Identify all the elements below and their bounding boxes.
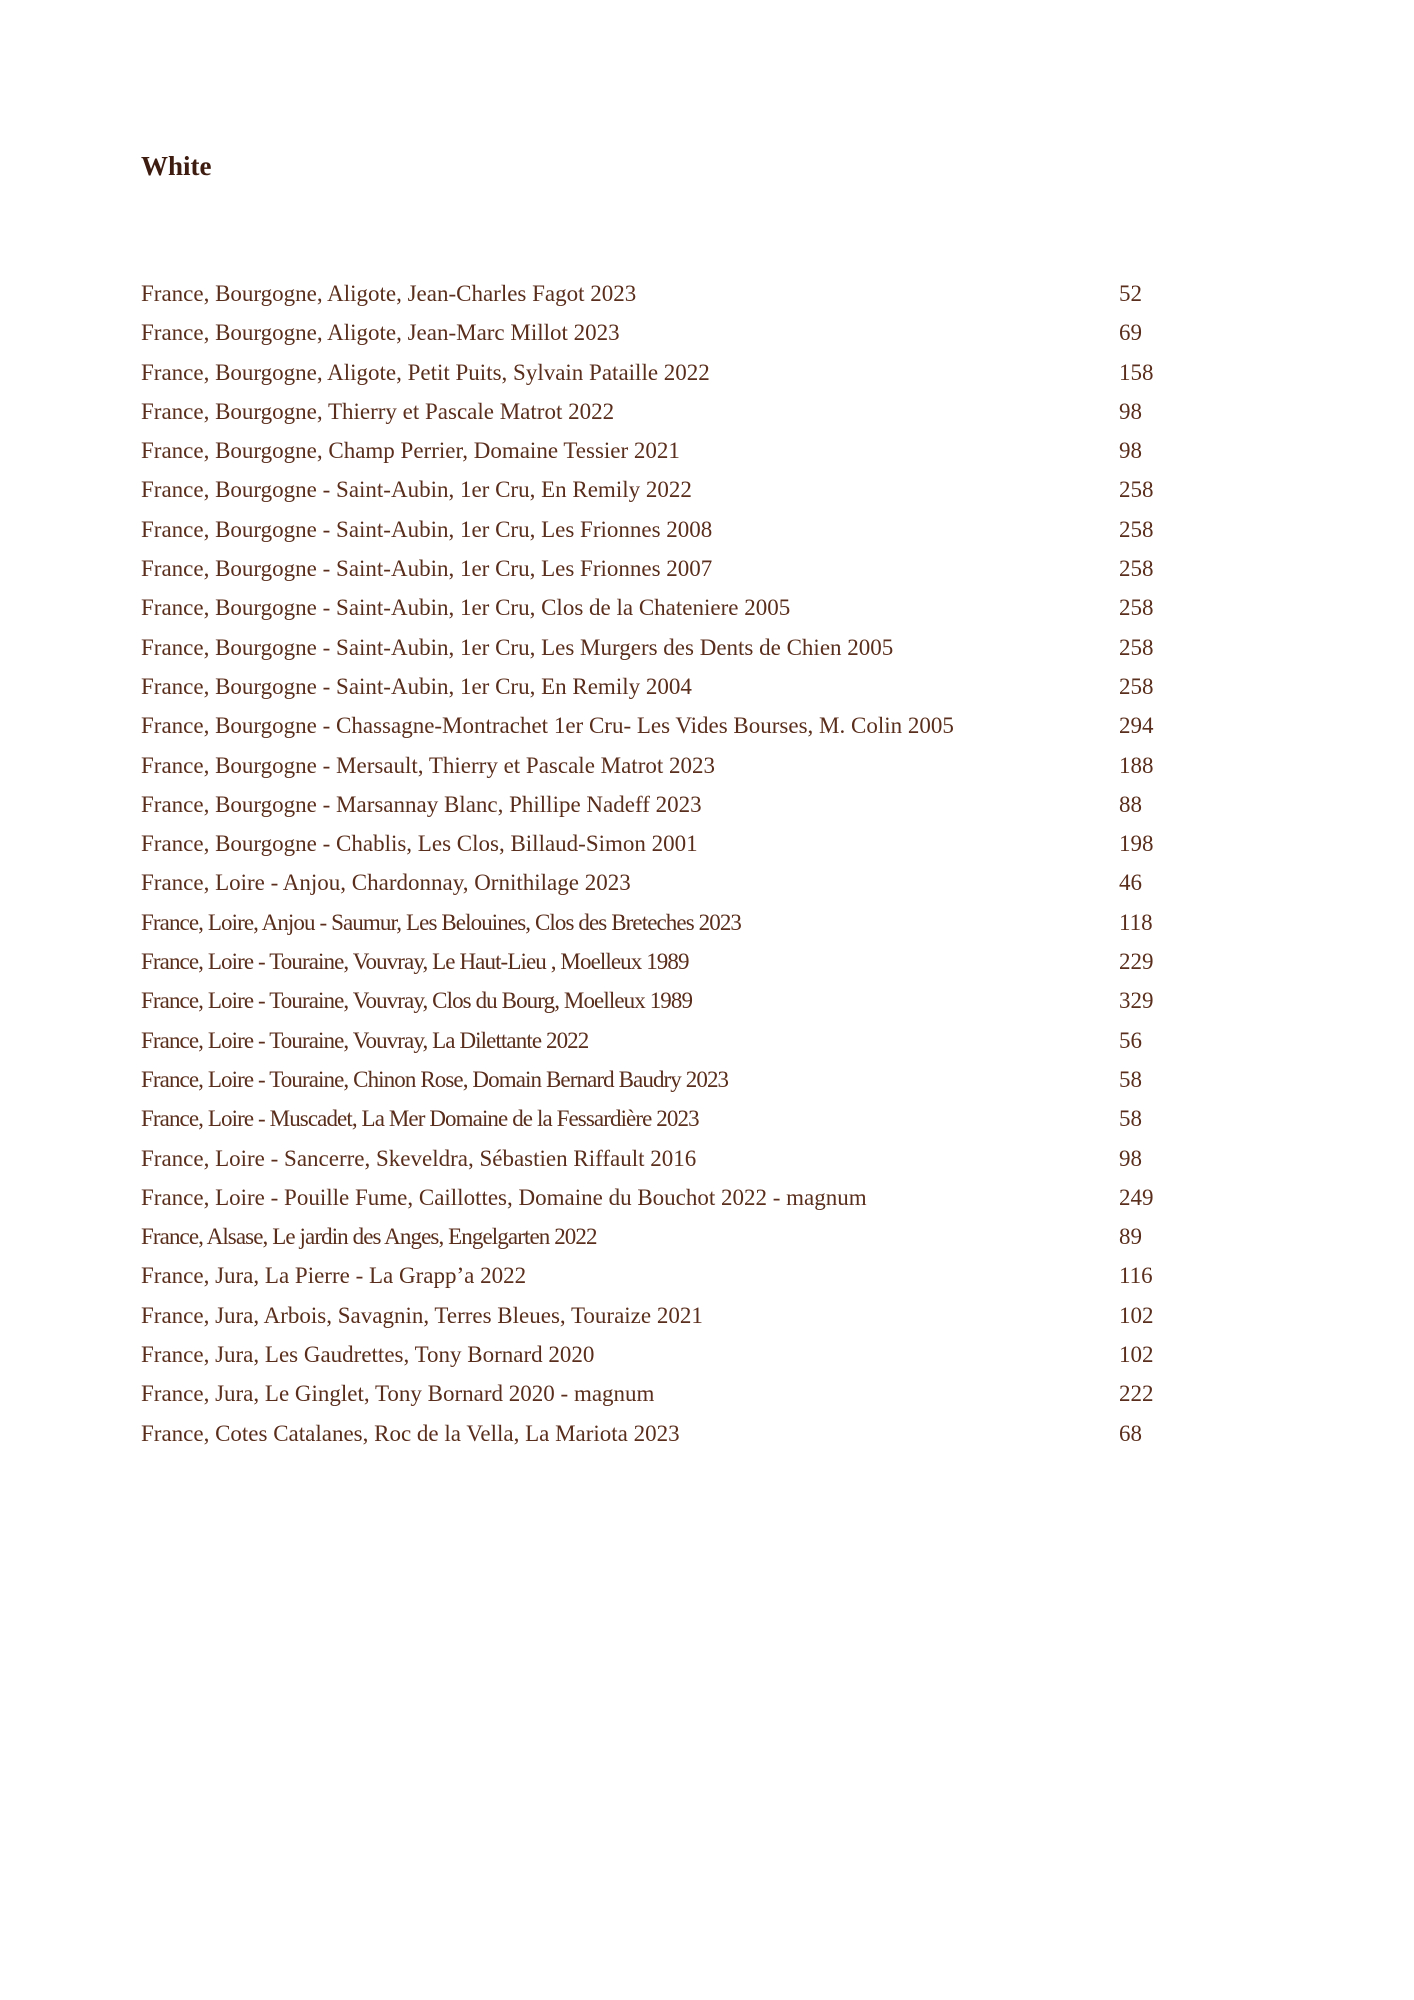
wine-row: [141, 1139, 1181, 1178]
wine-row: [141, 1178, 1181, 1217]
wine-price: 46: [1119, 870, 1142, 896]
wine-name: France, Jura, Arbois, Savagnin, Terres Bleues, Touraize 2021: [141, 1302, 703, 1328]
wine-row: [141, 981, 1181, 1020]
wine-price: 258: [1119, 516, 1154, 542]
wine-name: France, Bourgogne - Saint-Aubin, 1er Cru, Clos de la Chateniere 2005: [141, 595, 791, 621]
wine-price: 229: [1119, 949, 1154, 975]
wine-name: France, Alsase, Le jardin des Anges, Engelgarten 2022: [141, 1224, 597, 1250]
wine-row: [141, 785, 1181, 824]
wine-row: [141, 274, 1181, 313]
wine-row: [141, 1335, 1181, 1374]
wine-price: 118: [1119, 909, 1153, 935]
wine-price: 258: [1119, 477, 1154, 503]
wine-name: France, Bourgogne, Aligote, Jean-Marc Millot 2023: [141, 320, 620, 346]
wine-row: [141, 313, 1181, 352]
section-title: White: [141, 151, 212, 181]
wine-price: 56: [1119, 1027, 1142, 1053]
wine-name: France, Jura, Le Ginglet, Tony Bornard 2020 - magnum: [141, 1381, 655, 1407]
wine-row: [141, 1217, 1181, 1256]
wine-price: 198: [1119, 831, 1154, 857]
wine-name: France, Bourgogne - Chassagne-Montrachet 1er Cru- Les Vides Bourses, M. Colin 2005: [141, 713, 954, 739]
wine-name: France, Loire - Anjou, Chardonnay, Ornithilage 2023: [141, 870, 631, 896]
wine-price: 58: [1119, 1066, 1142, 1092]
wine-row: [141, 431, 1181, 470]
wine-row: [141, 1414, 1181, 1453]
wine-price: 329: [1119, 988, 1154, 1014]
wine-price: 249: [1119, 1184, 1154, 1210]
wine-name: France, Cotes Catalanes, Roc de la Vella, La Mariota 2023: [141, 1420, 680, 1446]
wine-name: France, Bourgogne, Champ Perrier, Domaine Tessier 2021: [141, 438, 680, 464]
wine-name: France, Loire - Touraine, Chinon Rose, Domain Bernard Baudry 2023: [141, 1066, 729, 1092]
wine-price: 258: [1119, 673, 1154, 699]
wine-row: [141, 549, 1181, 588]
wine-row: [141, 1099, 1181, 1138]
wine-row: [141, 628, 1181, 667]
wine-name: France, Bourgogne - Marsannay Blanc, Phillipe Nadeff 2023: [141, 791, 702, 817]
wine-name: France, Loire - Touraine, Vouvray, Le Haut-Lieu , Moelleux 1989: [141, 949, 689, 975]
wine-row: [141, 903, 1181, 942]
wine-name: France, Bourgogne - Saint-Aubin, 1er Cru, Les Frionnes 2007: [141, 556, 713, 582]
wine-name: France, Loire - Muscadet, La Mer Domaine de la Fessardière 2023: [141, 1106, 699, 1132]
wine-name: France, Loire - Sancerre, Skeveldra, Sébastien Riffault 2016: [141, 1145, 697, 1171]
wine-price: 102: [1119, 1302, 1154, 1328]
wine-price: 58: [1119, 1106, 1142, 1132]
wine-row: [141, 510, 1181, 549]
wine-name: France, Bourgogne, Aligote, Jean-Charles Fagot 2023: [141, 281, 637, 306]
wine-price: 98: [1119, 1145, 1142, 1171]
wine-name: France, Loire, Anjou - Saumur, Les Belouines, Clos des Breteches 2023: [141, 909, 742, 935]
wine-name: France, Loire - Touraine, Vouvray, La Dilettante 2022: [141, 1027, 589, 1053]
wine-price: 188: [1119, 752, 1154, 778]
wine-row: [141, 1060, 1181, 1099]
wine-row: [141, 588, 1181, 627]
wine-name: France, Bourgogne - Saint-Aubin, 1er Cru, En Remily 2004: [141, 673, 692, 699]
wine-name: France, Loire - Pouille Fume, Caillottes, Domaine du Bouchot 2022 - magnum: [141, 1184, 867, 1210]
wine-row: [141, 863, 1181, 902]
wine-name: France, Loire - Touraine, Vouvray, Clos du Bourg, Moelleux 1989: [141, 988, 693, 1014]
wine-name: France, Jura, Les Gaudrettes, Tony Bornard 2020: [141, 1342, 595, 1368]
wine-price: 158: [1119, 359, 1154, 385]
wine-price: 102: [1119, 1342, 1154, 1368]
wine-name: France, Bourgogne - Saint-Aubin, 1er Cru, Les Frionnes 2008: [141, 516, 713, 542]
wine-price: 116: [1119, 1263, 1153, 1289]
wine-price: 258: [1119, 556, 1154, 582]
wine-name: France, Bourgogne - Saint-Aubin, 1er Cru, Les Murgers des Dents de Chien 2005: [141, 634, 894, 660]
wine-row: [141, 1256, 1181, 1295]
wine-price: 52: [1119, 281, 1142, 306]
wine-row: [141, 824, 1181, 863]
wine-price: 89: [1119, 1224, 1142, 1250]
wine-name: France, Bourgogne - Saint-Aubin, 1er Cru, En Remily 2022: [141, 477, 692, 503]
wine-row: [141, 1296, 1181, 1335]
wine-row: [141, 942, 1181, 981]
wine-price: 88: [1119, 791, 1142, 817]
wine-row: [141, 353, 1181, 392]
wine-row: [141, 706, 1181, 745]
wine-price: 98: [1119, 438, 1142, 464]
wine-name: France, Bourgogne - Chablis, Les Clos, Billaud-Simon 2001: [141, 831, 698, 857]
wine-name: France, Jura, La Pierre - La Grapp’a 2022: [141, 1263, 527, 1289]
wine-row: [141, 746, 1181, 785]
wine-name: France, Bourgogne, Thierry et Pascale Matrot 2022: [141, 398, 615, 424]
wine-name: France, Bourgogne, Aligote, Petit Puits, Sylvain Pataille 2022: [141, 359, 710, 385]
wine-row: [141, 1021, 1181, 1060]
wine-row: [141, 1374, 1181, 1413]
wine-row: [141, 392, 1181, 431]
wine-price: 68: [1119, 1420, 1142, 1446]
wine-row: [141, 667, 1181, 706]
wine-price: 258: [1119, 634, 1154, 660]
wine-price: 222: [1119, 1381, 1154, 1407]
wine-price: 69: [1119, 320, 1142, 346]
wine-row: [141, 470, 1181, 509]
wine-name: France, Bourgogne - Mersault, Thierry et Pascale Matrot 2023: [141, 752, 716, 778]
wine-price: 258: [1119, 595, 1154, 621]
wine-price: 98: [1119, 398, 1142, 424]
wine-list: [141, 274, 1181, 1453]
wine-price: 294: [1119, 713, 1154, 739]
